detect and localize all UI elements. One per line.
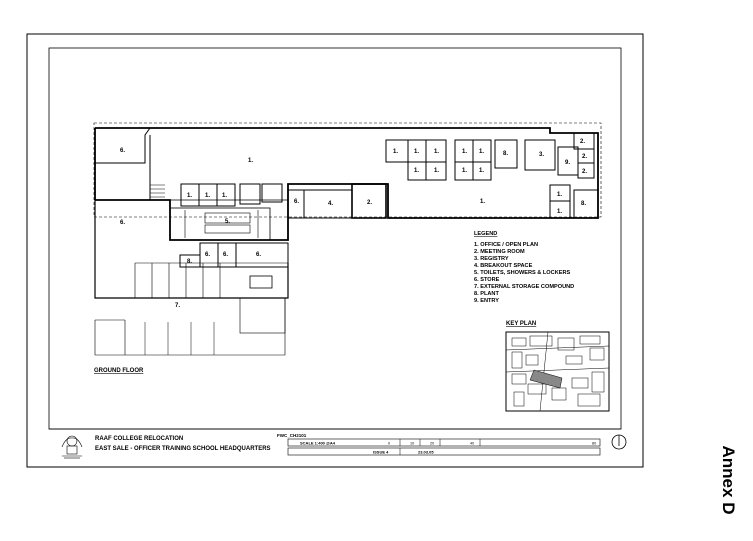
plan-title: GROUND FLOOR	[94, 368, 144, 374]
room-label: 1.	[248, 158, 254, 164]
legend-item: 8. PLANT	[474, 291, 499, 297]
issue-label: ISSUE 4	[373, 449, 389, 455]
room-label: 1.	[557, 192, 563, 198]
drawing-number: FWC_CH2101	[277, 433, 307, 438]
scale-mark: 20	[430, 441, 435, 446]
legend-item: 1. OFFICE / OPEN PLAN	[474, 242, 539, 248]
north-point-icon	[612, 435, 626, 449]
scale-mark: 10	[410, 441, 415, 446]
room-label: 1.	[557, 209, 563, 215]
room-label: 8.	[503, 151, 509, 157]
key-plan-title: KEY PLAN	[506, 321, 537, 327]
room-label: 1.	[479, 168, 485, 174]
annex-label: Annex D	[719, 445, 738, 515]
room-label: 2.	[582, 169, 588, 175]
room-label: 1.	[393, 149, 399, 155]
legend-item: 2. MEETING ROOM	[474, 249, 525, 255]
room-label: 1.	[187, 193, 193, 199]
legend-item: 4. BREAKOUT SPACE	[474, 263, 533, 269]
project-subtitle: EAST SALE - OFFICER TRAINING SCHOOL HEADQUARTERS	[95, 446, 271, 452]
room-label: 6.	[120, 220, 126, 226]
room-label: 1.	[414, 149, 420, 155]
crest-icon	[62, 436, 82, 458]
room-label: 8.	[581, 201, 587, 207]
room-label: 9.	[565, 160, 571, 166]
legend-item: 9. ENTRY	[474, 298, 499, 304]
room-label: 2.	[580, 139, 586, 145]
room-label: 1.	[434, 149, 440, 155]
room-label: 1.	[480, 199, 486, 205]
room-label: 6.	[205, 252, 211, 258]
room-label: 4.	[328, 201, 334, 207]
room-label: 3.	[539, 152, 545, 158]
room-label: 1.	[462, 149, 468, 155]
scale-label: SCALE 1:400 @A4	[300, 440, 336, 446]
scale-mark: 0	[388, 441, 391, 446]
room-label: 5.	[225, 219, 231, 225]
scale-mark: 80	[592, 441, 597, 446]
room-label: 6.	[120, 148, 126, 154]
legend-item: 7. EXTERNAL STORAGE COMPOUND	[474, 284, 575, 290]
legend	[474, 231, 574, 304]
room-label: 2.	[367, 200, 373, 206]
room-label: 1.	[205, 193, 211, 199]
legend-item: 3. REGISTRY	[474, 256, 509, 262]
annex-label-container	[706, 430, 750, 530]
legend-item: 6. STORE	[474, 277, 500, 283]
title-block	[49, 429, 626, 458]
room-label: 6.	[256, 252, 262, 258]
legend-title: LEGEND	[474, 231, 498, 237]
room-label: 1.	[479, 149, 485, 155]
room-label: 1.	[462, 168, 468, 174]
room-label: 1.	[414, 168, 420, 174]
room-label: 1.	[434, 168, 440, 174]
issue-date: 23.03.05	[418, 449, 434, 455]
room-label: 6.	[294, 199, 300, 205]
key-plan-map	[506, 332, 609, 411]
scale-mark: 40	[470, 441, 475, 446]
room-label: 7.	[175, 303, 181, 309]
room-label: 8.	[187, 259, 193, 265]
legend-item: 5. TOILETS, SHOWERS & LOCKERS	[474, 270, 571, 276]
room-label: 2.	[582, 154, 588, 160]
room-label: 6.	[223, 252, 229, 258]
room-label: 1.	[222, 193, 228, 199]
project-title: RAAF COLLEGE RELOCATION	[95, 436, 184, 442]
